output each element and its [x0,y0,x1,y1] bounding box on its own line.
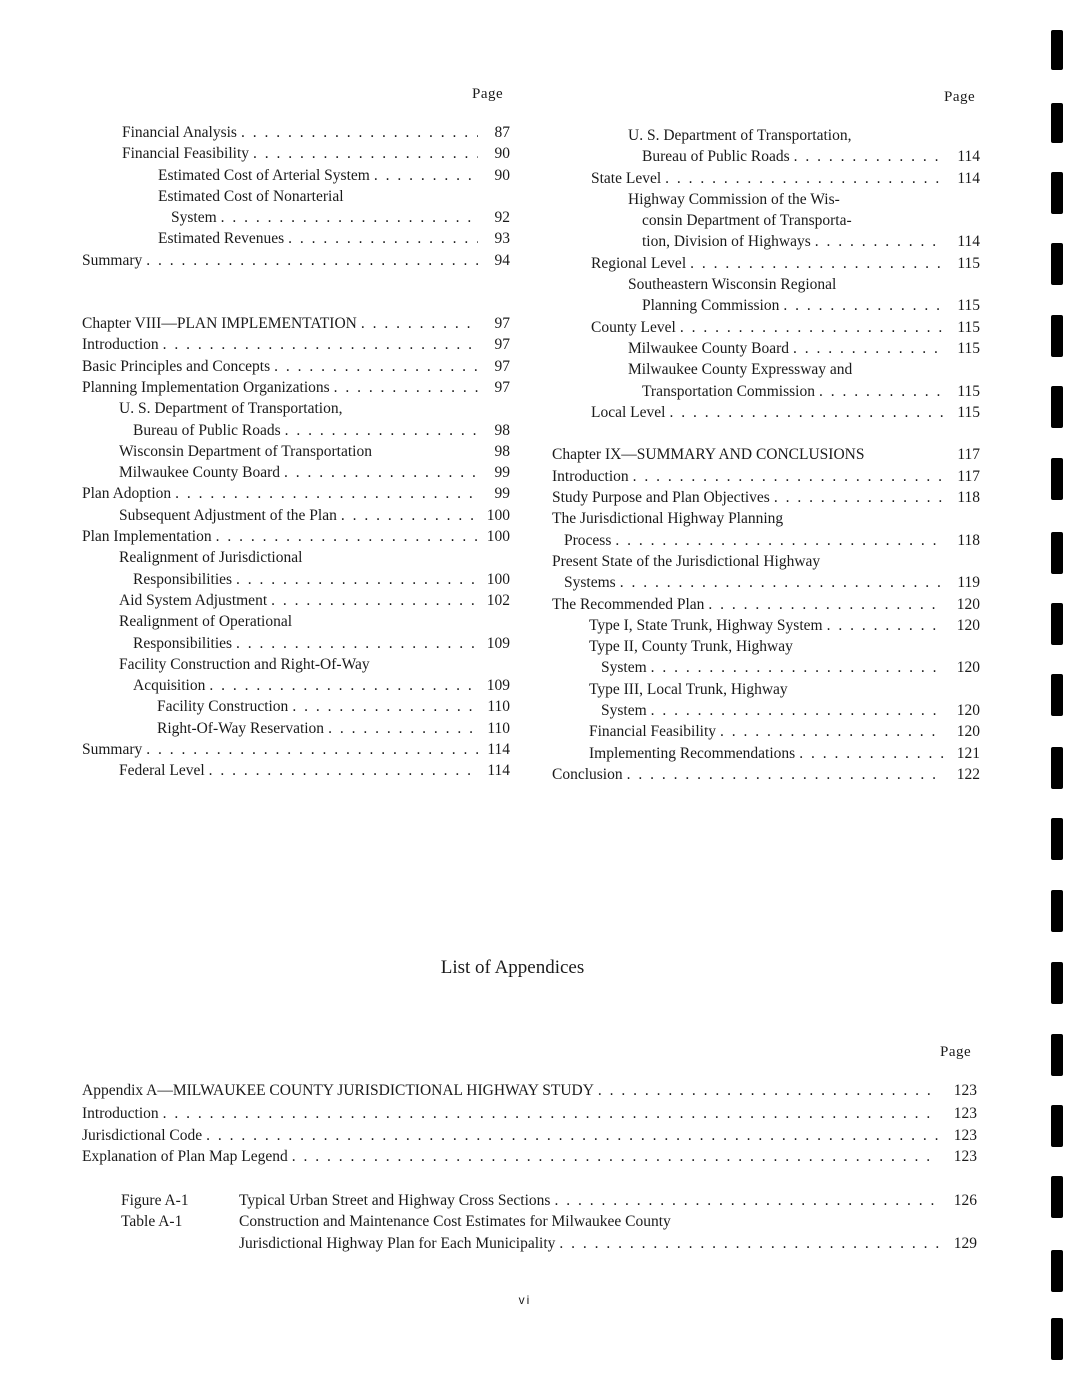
dot-leader [253,143,478,164]
dot-leader [783,295,944,316]
toc-entry-title: Wisconsin Department of Transportation [119,442,372,460]
toc-entry-page: 114 [957,233,980,251]
dot-leader [236,633,478,654]
toc-entry [82,483,510,504]
toc-entry-page: 117 [957,467,980,485]
toc-entry [82,739,510,760]
toc-entry-title: Chapter IX—SUMMARY AND CONCLUSIONS [552,446,865,464]
toc-entry-page: 90 [494,166,510,184]
appendix-entry-title: Jurisdictional Code [82,1126,203,1144]
toc-entry-title: System [171,209,217,227]
toc-entry [552,189,980,210]
toc-entry [82,718,510,739]
toc-entry-page: 97 [494,357,510,375]
appendix-entry-title: Introduction [82,1105,159,1123]
binding-mark [1051,1176,1063,1218]
toc-entry [552,721,980,742]
toc-entry-title: Conclusion [552,765,623,783]
toc-entry [82,186,510,207]
toc-entry-title: The Jurisdictional Highway Planning [552,510,784,528]
toc-entry [82,569,510,590]
toc-entry [552,168,980,189]
toc-entry-page: 115 [957,318,980,336]
toc-entry-title: Realignment of Operational [119,613,293,631]
toc-entry-page: 114 [957,148,980,166]
dot-leader [163,1103,939,1124]
toc-entry-page: 98 [494,421,510,439]
dot-leader [669,402,944,423]
toc-entry-page: 92 [494,209,510,227]
toc-entry-title: Summary [82,251,143,269]
right-page-header: Page [944,89,976,105]
toc-entry [82,228,510,249]
toc-entry [82,633,510,654]
toc-entry [552,338,980,359]
toc-entry-title: Subsequent Adjustment of the Plan [119,506,337,524]
toc-entry-title: Present State of the Jurisdictional Highway [552,552,821,570]
binding-mark [1051,30,1063,70]
toc-entry-page: 120 [956,616,980,634]
toc-entry-title: System [601,702,647,720]
binding-mark [1051,172,1063,214]
toc-entry [82,356,510,377]
dot-leader [374,165,478,186]
toc-entry [82,143,510,164]
toc-entry [82,696,510,717]
toc-entry-page: 115 [957,339,980,357]
dot-leader [361,313,478,334]
toc-entry [82,505,510,526]
binding-mark [1051,747,1063,789]
toc-entry-title: Southeastern Wisconsin Regional [628,276,837,294]
dot-leader [209,675,478,696]
toc-entry [82,420,510,441]
toc-entry-page: 115 [957,403,980,421]
dot-leader [341,505,478,526]
toc-entry-title: Estimated Cost of Nonarterial [158,187,344,205]
figure-label: Figure A-1 [121,1192,189,1209]
appendix-entry-page: 123 [953,1082,977,1099]
toc-entry [552,253,980,274]
toc-entry [552,125,980,146]
toc-entry-page: 114 [487,741,510,759]
dot-leader [651,700,944,721]
appendices-list [82,1080,977,1167]
toc-entry [552,146,980,167]
figure-page: 126 [953,1192,977,1209]
toc-entry [82,526,510,547]
toc-entry-page: 115 [957,297,980,315]
toc-entry-page: 114 [957,169,980,187]
toc-entry [552,402,980,423]
appendix-figure-entry [121,1211,977,1232]
binding-mark [1051,386,1063,428]
appendix-entry [82,1125,977,1146]
toc-entry [552,317,980,338]
toc-entry-title: Aid System Adjustment [119,591,268,609]
toc-entry [552,700,980,721]
dot-leader [209,760,478,781]
toc-entry-title: Estimated Revenues [158,230,285,248]
toc-entry-title: Right-Of-Way Reservation [157,719,325,737]
dot-leader [328,718,478,739]
dot-leader [651,657,944,678]
toc-entry-page: 99 [494,485,510,503]
toc-entry-page: 117 [957,446,980,464]
appendix-entry-page: 123 [953,1126,977,1144]
toc-entry-page: 93 [494,230,510,248]
toc-entry-page: 99 [494,464,510,482]
toc-entry-page: 100 [486,506,510,524]
toc-entry [82,462,510,483]
toc-entry [552,764,980,785]
toc-entry-page: 102 [486,591,510,609]
dot-leader [799,743,944,764]
dot-leader [146,739,478,760]
toc-entry [82,122,510,143]
toc-entry-page: 114 [487,762,510,780]
toc-entry [552,466,980,487]
toc-entry-title: County Level [591,318,676,336]
toc-entry [82,165,510,186]
toc-entry-page: 97 [494,315,510,333]
dot-leader [665,168,944,189]
figure-label: Table A-1 [121,1213,183,1231]
appendix-entry-page: 123 [953,1105,977,1123]
dot-leader [720,721,944,742]
toc-entry-page: 119 [957,574,980,592]
toc-entry-title: System [601,659,647,677]
toc-entry-title: Facility Construction and Right-Of-Way [119,655,370,673]
appendix-figure-entry [121,1190,977,1211]
binding-mark [1051,532,1063,574]
binding-mark [1051,458,1063,500]
toc-entry [82,398,510,419]
appendix-entry-title: Explanation of Plan Map Legend [82,1147,288,1165]
toc-entry [552,210,980,231]
dot-leader [216,526,478,547]
toc-entry-title: Chapter VIII—PLAN IMPLEMENTATION [82,315,357,333]
figure-page: 129 [953,1234,977,1252]
toc-entry-page: 115 [957,382,980,400]
appendices-heading: List of Appendices [440,957,585,978]
toc-entry-title: Acquisition [133,677,206,695]
toc-entry-title: Financial Feasibility [589,723,716,741]
toc-entry-page: 98 [494,442,510,460]
toc-entry-title: Facility Construction [157,698,289,716]
toc-entry [82,313,510,334]
dot-leader [221,207,478,228]
toc-entry [552,359,980,380]
binding-mark [1051,1250,1063,1292]
toc-entry [552,444,980,465]
dot-leader [794,146,944,167]
toc-entry-title: Introduction [552,467,629,485]
left-page-header: Page [472,86,504,102]
toc-entry-title: Local Level [591,403,666,421]
toc-entry-page: 121 [956,744,980,762]
toc-entry-title: Responsibilities [133,570,233,588]
toc-entry-page: 87 [494,124,510,141]
binding-mark [1051,674,1063,716]
toc-entry-page: 120 [956,702,980,720]
dot-leader [292,1146,939,1167]
toc-entry-title: The Recommended Plan [552,595,705,613]
binding-mark [1051,890,1063,932]
toc-entry [552,636,980,657]
dot-leader [559,1233,939,1254]
toc-entry [552,274,980,295]
dot-leader [163,334,478,355]
toc-entry [552,508,980,529]
toc-entry-title: Milwaukee County Board [119,464,281,482]
section-gap [82,271,510,313]
toc-entry-title: U. S. Department of Transportation, [628,127,852,144]
dot-leader [271,590,478,611]
toc-entry-page: 90 [494,145,510,163]
toc-entry-page: 120 [956,723,980,741]
binding-mark [1051,1318,1063,1360]
toc-left-column [82,122,510,782]
toc-entry [82,654,510,675]
toc-entry [552,657,980,678]
toc-entry-title: Milwaukee County Board [628,339,790,357]
toc-entry-title: Process [564,531,612,549]
toc-entry-title: Study Purpose and Plan Objectives [552,489,770,507]
toc-entry-title: Plan Adoption [82,485,172,503]
toc-entry [552,551,980,572]
toc-entry [552,295,980,316]
toc-right-column [552,125,980,785]
dot-leader [598,1080,939,1101]
toc-entry [552,572,980,593]
toc-entry-title: Type I, State Trunk, Highway System [589,616,823,634]
appendix-entry [82,1103,977,1124]
toc-entry [82,250,510,271]
toc-entry-title: Bureau of Public Roads [642,148,790,166]
appendix-figure-entry [121,1233,977,1254]
dot-leader [827,615,944,636]
binding-mark [1051,962,1063,1004]
appendix-entry-page: 123 [953,1147,977,1165]
dot-leader [627,764,944,785]
toc-entry [552,679,980,700]
toc-entry-page: 97 [494,378,510,396]
toc-entry [82,334,510,355]
dot-leader [285,420,478,441]
dot-leader [708,594,944,615]
toc-entry [552,594,980,615]
toc-entry-title: Plan Implementation [82,528,212,546]
appendix-figures-list [121,1190,977,1254]
binding-mark [1051,315,1063,357]
toc-entry-title: U. S. Department of Transportation, [119,400,343,418]
toc-entry-page: 122 [956,765,980,783]
toc-entry [552,743,980,764]
toc-entry-page: 100 [486,528,510,546]
toc-entry [82,760,510,781]
appendix-entry-title: Appendix A—MILWAUKEE COUNTY JURISDICTIONAL HIGHWAY STUDY [82,1082,594,1099]
toc-entry [82,675,510,696]
toc-entry-title: tion, Division of Highways [642,233,811,251]
toc-entry-title: Realignment of Jurisdictional [119,549,303,567]
toc-entry [82,547,510,568]
dot-leader [334,377,478,398]
dot-leader [284,462,478,483]
toc-entry-page: 120 [956,659,980,677]
appendix-entry [82,1080,977,1101]
figure-title: Jurisdictional Highway Plan for Each Municipality [239,1234,556,1252]
toc-entry-title: Federal Level [119,762,205,780]
toc-entry-page: 94 [494,251,510,269]
toc-entry [552,530,980,551]
binding-mark [1051,1105,1063,1147]
toc-entry-page: 97 [494,336,510,354]
appendix-entry [82,1146,977,1167]
toc-entry-page: 120 [956,595,980,613]
appendices-page-header: Page [940,1044,972,1060]
binding-mark [1051,1034,1063,1076]
dot-leader [274,356,478,377]
figure-title: Construction and Maintenance Cost Estimates for Milwaukee County [239,1213,671,1231]
toc-entry [552,487,980,508]
dot-leader [292,696,478,717]
toc-entry-title: Regional Level [591,254,687,272]
toc-entry-title: Planning Implementation Organizations [82,378,330,396]
toc-entry [552,615,980,636]
dot-leader [620,572,944,593]
dot-leader [175,483,478,504]
toc-entry-page: 110 [487,719,510,737]
toc-entry-title: Estimated Cost of Arterial System [158,166,370,184]
toc-entry-title: Type III, Local Trunk, Highway [589,680,788,698]
dot-leader [774,487,944,508]
dot-leader [819,381,944,402]
toc-entry [552,231,980,252]
dot-leader [633,466,944,487]
dot-leader [554,1190,939,1211]
toc-entry-title: Implementing Recommendations [589,744,796,762]
dot-leader [288,228,478,249]
toc-entry-page: 118 [957,531,980,549]
toc-entry-title: Bureau of Public Roads [133,421,281,439]
dot-leader [146,250,478,271]
binding-mark [1051,103,1063,143]
toc-entry-title: State Level [591,169,662,187]
toc-entry-title: Highway Commission of the Wis- [628,190,840,208]
toc-entry-page: 100 [486,570,510,588]
dot-leader [615,530,944,551]
toc-entry-title: consin Department of Transporta- [642,212,852,230]
toc-entry [82,377,510,398]
dot-leader [793,338,944,359]
section-gap [552,423,980,444]
toc-entry [82,611,510,632]
toc-entry-title: Responsibilities [133,634,233,652]
toc-entry-title: Milwaukee County Expressway and [628,361,853,379]
figure-title: Typical Urban Street and Highway Cross Sections [239,1192,551,1209]
dot-leader [241,122,478,143]
binding-mark [1051,243,1063,285]
toc-entry-page: 115 [957,254,980,272]
toc-entry-title: Summary [82,741,143,759]
binding-mark [1051,603,1063,645]
toc-entry-page: 110 [487,698,510,716]
dot-leader [680,317,944,338]
toc-entry-page: 109 [486,634,510,652]
toc-entry-page: 118 [957,489,980,507]
toc-entry-title: Planning Commission [642,297,780,315]
toc-entry-title: Introduction [82,336,159,354]
toc-entry-title: Basic Principles and Concepts [82,357,271,375]
toc-entry [82,207,510,228]
toc-entry-title: Financial Analysis [122,124,237,141]
toc-entry-title: Transportation Commission [642,382,815,400]
toc-entry [82,590,510,611]
toc-entry-title: Financial Feasibility [122,145,249,163]
dot-leader [206,1125,939,1146]
binding-mark [1051,818,1063,860]
toc-entry [552,381,980,402]
page-number-footer: vi [518,1293,532,1307]
toc-entry-title: Type II, County Trunk, Highway [589,638,793,656]
dot-leader [236,569,478,590]
dot-leader [690,253,944,274]
toc-entry-page: 109 [486,677,510,695]
dot-leader [815,231,944,252]
toc-entry [82,441,510,462]
toc-entry-title: Systems [564,574,616,592]
